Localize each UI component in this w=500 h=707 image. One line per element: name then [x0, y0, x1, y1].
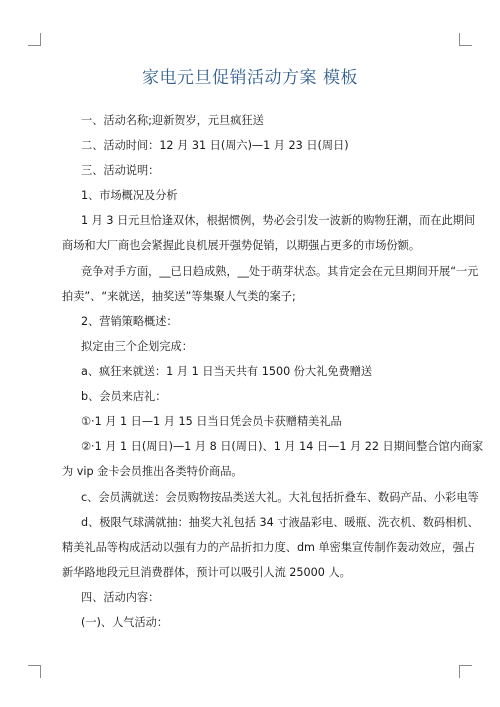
subheading-marketing-strategy: 2、营销策略概述： — [81, 315, 178, 328]
paragraph-line: 竞争对手方面，__已日趋成熟，__处于萌芽状态。其肯定会在元旦期间开展“一元 — [81, 265, 479, 278]
paragraph-line: 精美礼品等构成活动以强有力的产品折扣力度、dm 单密集宣传制作轰动效应，强占 — [62, 541, 476, 554]
paragraph-line: 商场和大厂商也会紧握此良机展开强势促销，以期强占更多的市场份额。 — [62, 239, 421, 252]
crop-mark-bottom-left — [28, 665, 41, 678]
list-item: b、会员来店礼： — [81, 390, 167, 403]
section-heading-activity-description: 三、活动说明： — [81, 164, 160, 177]
list-item: c、会员满就送：会员购物按品类送大礼。大礼包括折叠车、数码产品、小彩电等 — [81, 491, 479, 504]
section-heading-activity-name: 一、活动名称;迎新贺岁，元旦疯狂送 — [81, 114, 264, 127]
paragraph-line: 1 月 3 日元旦恰逢双休，根据惯例，势必会引发一波新的购物狂潮，而在此期间 — [81, 214, 476, 227]
crop-mark-top-left — [28, 33, 41, 46]
subheading-popularity-activities: (一)、人气活动： — [81, 616, 169, 629]
section-heading-activity-time: 二、活动时间：12 月 31 日(周六)—1 月 23 日(周日) — [81, 139, 349, 152]
subheading-market-analysis: 1、市场概况及分析 — [81, 189, 178, 202]
crop-mark-bottom-right — [459, 665, 472, 678]
list-item: a、疯狂来就送：1 月 1 日当天共有 1500 份大礼免费赠送 — [81, 365, 373, 378]
list-item: ①·1 月 1 日—1 月 15 日当日凭会员卡获赠精美礼品 — [81, 415, 342, 428]
paragraph-line: 新华路地段元旦消费群体，预计可以吸引人流 25000 人。 — [62, 566, 351, 579]
paragraph-line: 为 vip 金卡会员推出各类特价商品。 — [62, 465, 243, 478]
section-heading-activity-content: 四、活动内容： — [81, 591, 160, 604]
document-title: 家电元旦促销活动方案 模板 — [142, 68, 358, 88]
list-item: ②·1 月 1 日(周日)—1 月 8 日(周日)、1 月 14 日—1 月 22 日期间整合馆内商家 — [81, 440, 484, 453]
list-item: d、极限气球满就抽：抽奖大礼包括 34 寸液晶彩电、暖瓶、洗衣机、数码相机、 — [81, 516, 479, 529]
crop-mark-top-right — [459, 33, 472, 46]
paragraph-line: 拍卖”、“来就送，抽奖送”等集聚人气类的案子; — [62, 290, 296, 303]
paragraph-line: 拟定由三个企划完成： — [81, 340, 193, 353]
